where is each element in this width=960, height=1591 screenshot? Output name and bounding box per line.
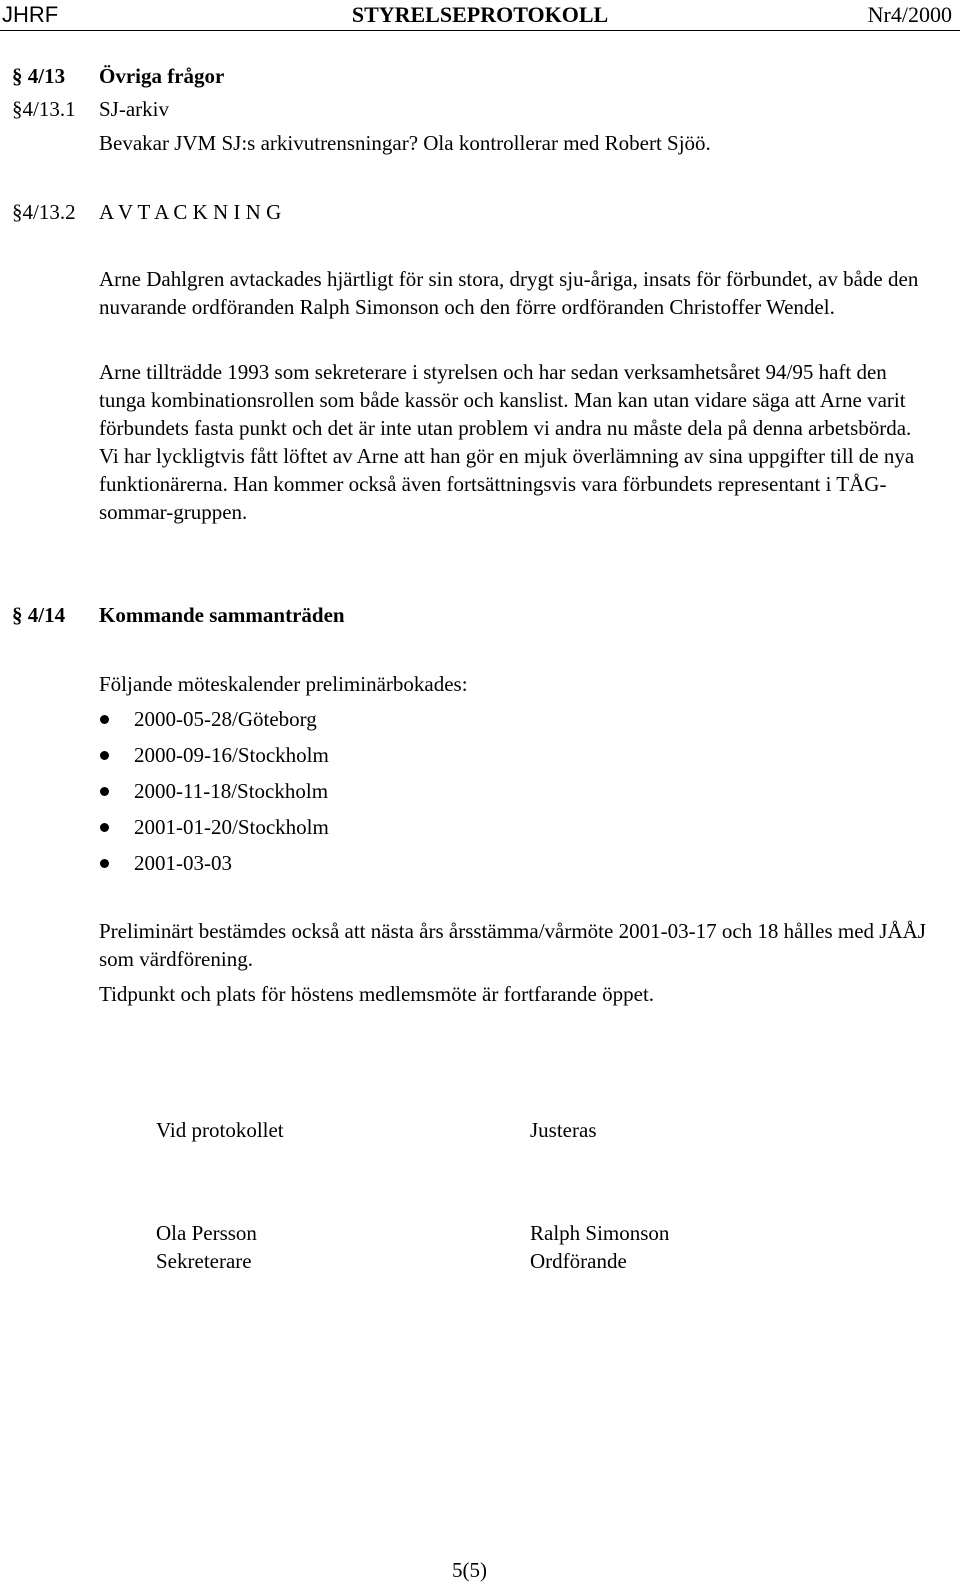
section-4-13-1-title: SJ-arkiv [99,97,169,121]
section-4-13-2-title: A V T A C K N I N G [99,200,282,224]
header-number: Nr4/2000 [867,2,952,27]
section-4-13-1-text: Bevakar JVM SJ:s arkivutrensningar? Ola kontrollerar med Robert Sjöö. [99,131,711,155]
meeting-date: 2001-01-20/Stockholm [134,815,329,839]
page-number: 5(5) [452,1558,487,1582]
signature-left-label: Vid protokollet [156,1118,284,1142]
arsstamma-paragraph: Preliminärt bestämdes också att nästa års årsstämma/vårmöte 2001-03-17 och 18 hålles med JÅÅJ som värdförening. [99,919,926,971]
signature-left-role: Sekreterare [156,1249,252,1273]
section-4-14-number: § 4/14 [12,603,66,627]
signature-right-label: Justeras [530,1118,597,1142]
meeting-date: 2001-03-03 [134,851,232,875]
signature-right-role: Ordförande [530,1249,627,1273]
page-header [0,0,960,31]
bullet-icon [100,859,109,868]
bullet-icon [100,751,109,760]
meeting-calendar-intro: Följande möteskalender preliminärbokades: [99,672,468,696]
section-4-13-1-number: §4/13.1 [12,97,76,121]
signature-right-name: Ralph Simonson [530,1221,670,1245]
signature-left-name: Ola Persson [156,1221,257,1245]
header-title: STYRELSEPROTOKOLL [351,2,609,27]
avtackning-paragraph-1: Arne Dahlgren avtackades hjärtligt för sin stora, drygt sju-åriga, insats för förbundet, av både den nuvarande ordföranden Ralph Simonson och den förre ordföranden Christoffer Wendel. [99,267,919,319]
meeting-date: 2000-11-18/Stockholm [134,779,329,803]
bullet-icon [100,787,109,796]
header-org: JHRF [2,2,59,27]
avtackning-paragraph-2: Arne tillträdde 1993 som sekreterare i styrelsen och har sedan verksamhetsåret 94/95 haft den tunga kombinationsrollen som både kassör och kanslist. Man kan utan vidare säga att Arne varit förbundets fasta punkt och det är inte utan problem vi andra nu måste dela på denna arbetsbörda. Vi har lyckligtvis fått löftet av Arne att han gör en mjuk överlämning av sina uppgifter till de nya funktionärerna. Han kommer också även fortsättningsvis vara förbundets representant i TÅG-sommar-gruppen. [99,360,915,524]
bullet-icon [100,823,109,832]
medlemsmote-paragraph: Tidpunkt och plats för höstens medlemsmöte är fortfarande öppet. [99,982,655,1006]
section-4-13-title: Övriga frågor [99,64,225,88]
section-4-13-2-number: §4/13.2 [12,200,76,224]
section-4-13-number: § 4/13 [12,64,66,88]
section-4-14-title: Kommande sammanträden [99,603,345,627]
meeting-date: 2000-05-28/Göteborg [134,707,317,731]
meeting-date: 2000-09-16/Stockholm [134,743,329,767]
bullet-icon [100,715,109,724]
